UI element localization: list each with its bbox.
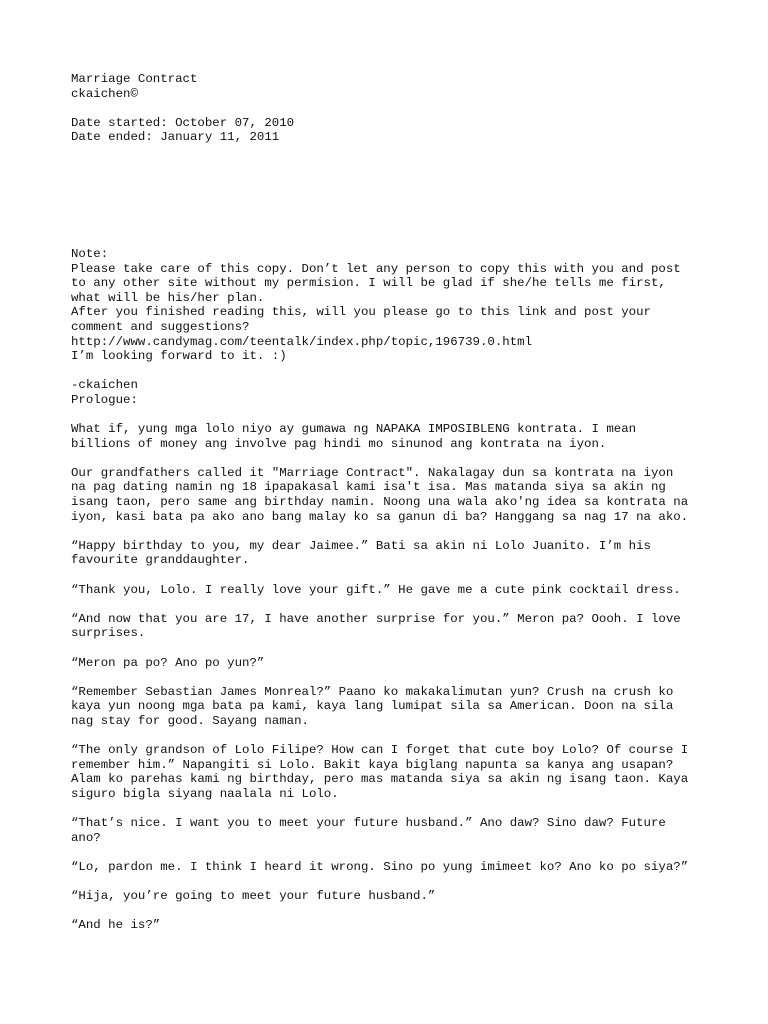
author-name: ckaichen© bbox=[71, 86, 138, 101]
story-paragraph bbox=[71, 889, 711, 904]
paragraph-line: nag stay for good. Sayang naman. bbox=[71, 713, 309, 728]
author-note bbox=[71, 247, 711, 364]
story-paragraph bbox=[71, 656, 711, 671]
story-body bbox=[71, 422, 711, 933]
signoff-name: -ckaichen bbox=[71, 378, 138, 393]
note-line: I’m looking forward to it. :) bbox=[71, 349, 287, 364]
paragraph-line: isang taon, pero same ang birthday namin. Noong una wala ako'ng idea sa kontrata na bbox=[71, 495, 689, 510]
paragraph-line: “That’s nice. I want you to meet your future husband.” Ano daw? Sino daw? Future bbox=[71, 816, 666, 831]
story-paragraph bbox=[71, 612, 711, 641]
paragraph-line: “Hija, you’re going to meet your future husband.” bbox=[71, 889, 436, 904]
paragraph-line: What if, yung mga lolo niyo ay gumawa ng NAPAKA IMPOSIBLENG kontrata. I mean bbox=[71, 422, 637, 437]
paragraph-line: “Thank you, Lolo. I really love your gift.” He gave me a cute pink cocktail dress. bbox=[71, 582, 681, 597]
date-started: Date started: October 07, 2010 bbox=[71, 115, 295, 130]
story-title: Marriage Contract bbox=[71, 72, 198, 86]
paragraph-line: “The only grandson of Lolo Filipe? How can I forget that cute boy Lolo? Of course I bbox=[71, 743, 689, 758]
paragraph-line: siguro bigla siyang naalala ni Lolo. bbox=[71, 786, 339, 801]
paragraph-line: surprises. bbox=[71, 626, 146, 641]
paragraph-line: iyon, kasi bata pa ako ano bang malay ko sa ganun di ba? Hanggang sa nag 17 na ako. bbox=[71, 509, 689, 524]
paragraph-line: “Happy birthday to you, my dear Jaimee.” Bati sa akin ni Lolo Juanito. I’m his bbox=[71, 538, 651, 553]
paragraph-line: Alam ko parehas kami ng birthday, pero mas matanda siya sa akin ng isang taon. Kaya bbox=[71, 772, 689, 787]
blank-space bbox=[71, 145, 711, 247]
paragraph-line: ano? bbox=[71, 830, 101, 845]
document-header bbox=[71, 72, 711, 145]
note-line: After you finished reading this, will you please go to this link and post your bbox=[71, 305, 651, 320]
story-paragraph bbox=[71, 583, 711, 598]
story-paragraph bbox=[71, 422, 711, 451]
story-paragraph bbox=[71, 743, 711, 801]
paragraph-line: favourite granddaughter. bbox=[71, 553, 250, 568]
paragraph-line: Our grandfathers called it "Marriage Contract". Nakalagay dun sa kontrata na iyon bbox=[71, 465, 674, 480]
note-line: what will be his/her plan. bbox=[71, 290, 265, 305]
note-label: Note: bbox=[71, 246, 109, 261]
paragraph-line: “Lo, pardon me. I think I heard it wrong. Sino po yung imimeet ko? Ano ko po siya?” bbox=[71, 859, 689, 874]
paragraph-line: billions of money ang involve pag hindi mo sinunod ang kontrata na iyon. bbox=[71, 436, 607, 451]
story-paragraph bbox=[71, 539, 711, 568]
story-paragraph bbox=[71, 466, 711, 524]
paragraph-line: “And he is?” bbox=[71, 918, 161, 933]
story-paragraph bbox=[71, 860, 711, 875]
note-line: comment and suggestions? bbox=[71, 319, 250, 334]
story-paragraph bbox=[71, 685, 711, 729]
story-paragraph bbox=[71, 918, 711, 933]
date-ended: Date ended: January 11, 2011 bbox=[71, 130, 280, 145]
document-page bbox=[71, 72, 711, 947]
section-heading: Prologue: bbox=[71, 392, 138, 407]
paragraph-line: remember him.” Napangiti si Lolo. Bakit kaya biglang napunta sa kanya ang usapan? bbox=[71, 757, 674, 772]
story-paragraph bbox=[71, 816, 711, 845]
paragraph-line: “And now that you are 17, I have another surprise for you.” Meron pa? Oooh. I love bbox=[71, 611, 681, 626]
paragraph-line: “Meron pa po? Ano po yun?” bbox=[71, 655, 265, 670]
paragraph-line: “Remember Sebastian James Monreal?” Paano ko makakalimutan yun? Crush na crush ko bbox=[71, 684, 674, 699]
paragraph-line: na pag dating namin ng 18 ipapakasal kami isa't isa. Mas matanda siya sa akin ng bbox=[71, 480, 666, 495]
note-link[interactable]: http://www.candymag.com/teentalk/index.php/topic,196739.0.html bbox=[71, 334, 533, 349]
paragraph-line: kaya yun noong mga bata pa kami, kaya lang lumipat sila sa American. Doon na sila bbox=[71, 699, 674, 714]
signoff-block bbox=[71, 378, 711, 407]
note-line: Please take care of this copy. Don’t let any person to copy this with you and post bbox=[71, 261, 681, 276]
note-line: to any other site without my permision. I will be glad if she/he tells me first, bbox=[71, 276, 666, 291]
